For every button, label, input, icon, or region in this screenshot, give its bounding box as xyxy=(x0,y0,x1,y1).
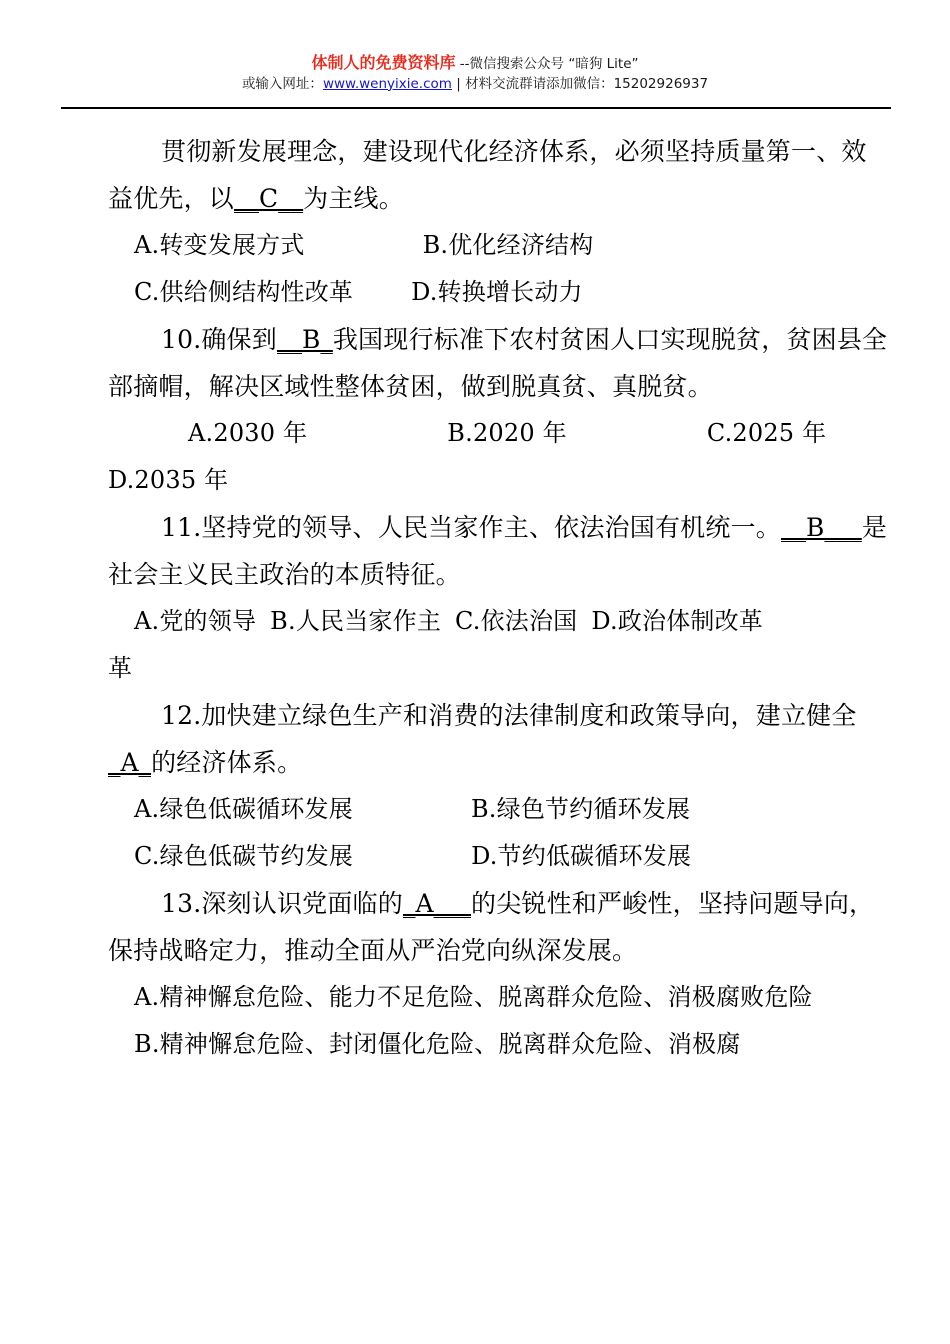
header-tagline: --微信搜索公众号 “暗狗 Lite” xyxy=(455,56,639,72)
header-divider-rule xyxy=(61,107,891,109)
question-10-answer-blank: __B_ xyxy=(276,325,333,354)
option-11-d-wrap: 革 xyxy=(108,654,133,682)
option-12-c: C.绿色低碳节约发展 xyxy=(134,842,354,870)
question-10-stem xyxy=(108,316,890,410)
header-url-prefix: 或输入网址： xyxy=(241,75,323,92)
header-line-two xyxy=(60,76,890,94)
question-11-answer-blank: __B___ xyxy=(780,513,862,542)
question-12-stem-head: 12.加快建立绿色生产和消费的法律制度和政策导向，建立健全 xyxy=(161,701,857,730)
question-13-stem-head: 13.深刻认识党面临的 xyxy=(161,889,403,918)
question-12-options-row-2 xyxy=(108,833,890,880)
option-11-b: B.人民当家作主 xyxy=(270,607,442,635)
option-10-b: B.2020 年 xyxy=(447,419,567,447)
option-12-d: D.节约低碳循环发展 xyxy=(471,842,692,870)
header-line-one xyxy=(60,52,890,74)
document-body xyxy=(108,128,890,1068)
question-12-options-row-1 xyxy=(108,786,890,833)
option-9-b: B.优化经济结构 xyxy=(422,231,594,259)
option-10-d: D.2035 年 xyxy=(108,466,229,494)
option-9-a: A.转变发展方式 xyxy=(134,231,305,259)
option-10-c: C.2025 年 xyxy=(706,419,827,447)
question-13-option-b: B.精神懈怠危险、封闭僵化危险、脱离群众危险、消极腐 xyxy=(134,1030,741,1058)
question-12-stem-tail: 的经济体系。 xyxy=(151,748,303,777)
option-9-c: C.供给侧结构性改革 xyxy=(134,278,354,306)
option-12-a: A.绿色低碳循环发展 xyxy=(134,795,353,823)
option-11-c: C.依法治国 xyxy=(455,607,578,635)
option-11-d: D.政治体制改革 xyxy=(591,607,764,635)
question-12-stem xyxy=(108,692,890,786)
option-12-b: B.绿色节约循环发展 xyxy=(470,795,691,823)
option-10-a: A.2030 年 xyxy=(188,419,308,447)
option-9-d: D.转换增长动力 xyxy=(411,278,583,306)
header-wechat-info: | 材料交流群请添加微信：15202926937 xyxy=(451,75,709,92)
page-header-banner xyxy=(60,52,890,94)
brand-name: 体制人的免费资料库 xyxy=(311,53,456,72)
question-11-stem-tail: 是社会主义民主政治的本质特征。 xyxy=(108,513,888,589)
question-9-stem-text: 贯彻新发展理念，建设现代化经济体系，必须坚持质量第一、效益优先，以 xyxy=(108,137,867,213)
question-13-answer-blank: _A___ xyxy=(402,889,472,918)
question-11-options-row-1 xyxy=(108,598,890,645)
option-11-a: A.党的领导 xyxy=(134,607,257,635)
question-13-option-a: A.精神懈怠危险、能力不足危险、脱离群众危险、消极腐败危险 xyxy=(134,983,813,1011)
question-10-stem-head: 10.确保到 xyxy=(161,325,277,354)
question-9-stem-tail: 为主线。 xyxy=(303,184,404,213)
question-9-options-row-2 xyxy=(108,269,890,316)
question-13-stem xyxy=(108,880,890,974)
question-11-stem-head: 11.坚持党的领导、人民当家作主、依法治国有机统一。 xyxy=(161,513,781,542)
question-10-options-row-2 xyxy=(108,457,890,504)
question-12-answer-blank: _A_ xyxy=(108,748,152,777)
question-9-options-row-1 xyxy=(108,222,890,269)
question-11-options-row-2 xyxy=(108,645,890,692)
header-website-link[interactable]: www.wenyixie.com xyxy=(322,75,452,92)
question-10-options-row-1 xyxy=(108,410,890,457)
question-9-stem xyxy=(108,128,890,222)
question-11-stem xyxy=(108,504,890,598)
question-10-stem-tail: 我国现行标准下农村贫困人口实现脱贫，贫困县全部摘帽，解决区域性整体贫困，做到脱真贫、真脱贫。 xyxy=(108,325,888,401)
question-9-answer-blank: __C__ xyxy=(234,184,304,213)
question-13-stem-tail: 的尖锐性和严峻性，坚持问题导向，保持战略定力，推动全面从严治党向纵深发展。 xyxy=(108,889,875,965)
